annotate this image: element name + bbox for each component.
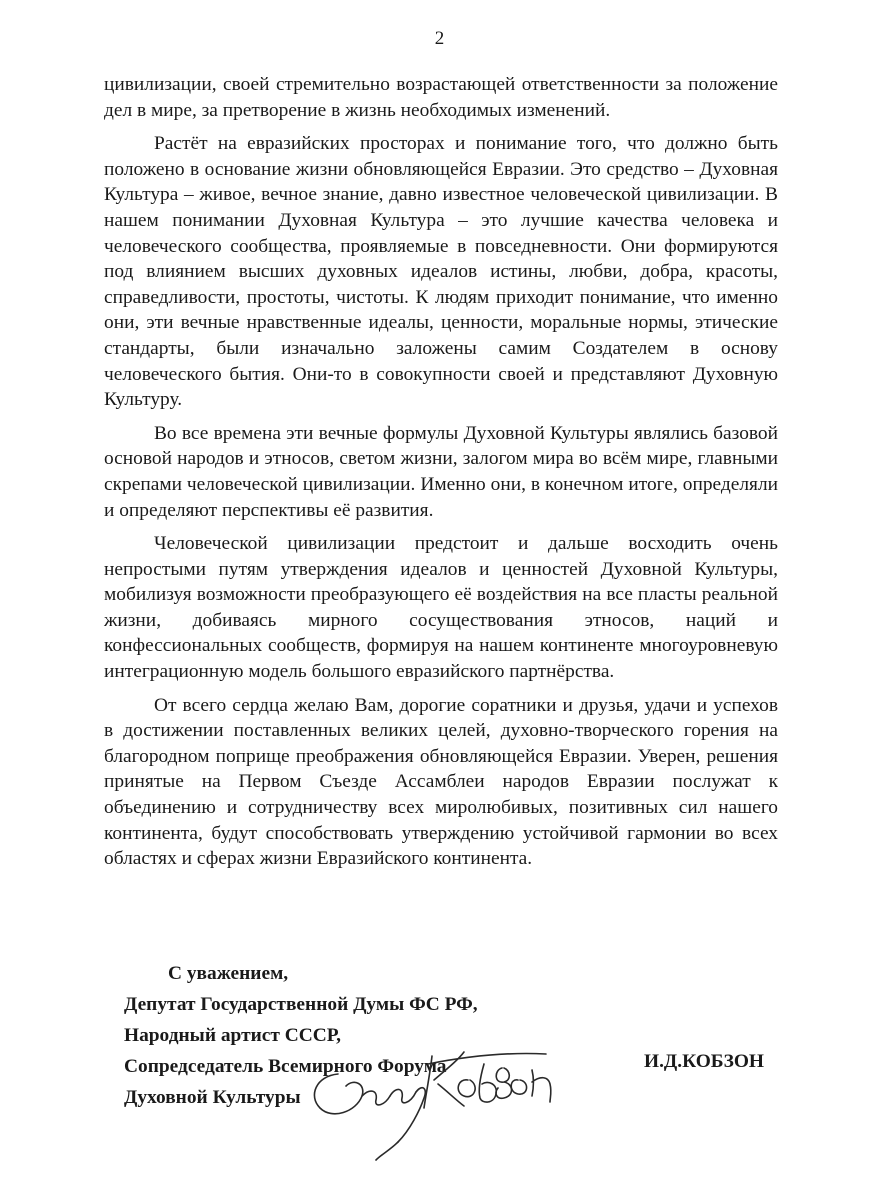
signer-name: И.Д.КОБЗОН (644, 1051, 764, 1072)
paragraph-continued: цивилизации, своей стремительно возрастающей ответственности за положение дел в мире, за претворение в жизнь необходимых изменений. (104, 74, 778, 121)
paragraph-wishes: От всего сердца желаю Вам, дорогие соратники и друзья, удачи и успехов в достижении поставленных великих целей, духовно-творческого горения на благородном поприще преображения обновляющейся Евразии. Уверен, решения принятые на Первом Съезде Ассамблеи народов Евразии послужат к объединению и сотрудничеству всех миролюбивых, позитивных сил нашего континента, будут способствовать утверждению устойчивой гармонии во всех областях и сферах жизни Евразийского континента. (104, 694, 778, 870)
signer-title-line: Народный артист СССР, (124, 1025, 342, 1046)
paragraph-civilization-future: Человеческой цивилизации предстоит и дальше восходить очень непростыми путям утверждения идеалов и ценностей Духовной Культуры, мобилизуя возможности преобразующего её воздействия на все пласты реальной жизни, добиваясь мирного сосуществования этносов, наций и конфессиональных сообществ, формируя на нашем континенте многоуровневую интеграционную модель большого евразийского партнёрства. (104, 533, 778, 683)
handwritten-signature (298, 1034, 558, 1164)
signer-title-line: Духовной Культуры (124, 1087, 301, 1108)
signer-title-line: Депутат Государственной Думы ФС РФ, (124, 994, 478, 1015)
closing-greeting: С уважением, (168, 963, 289, 984)
paragraph-eternal-formulas: Во все времена эти вечные формулы Духовной Культуры являлись базовой основой народов и этносов, светом жизни, залогом мира во всём мире, главными скрепами человеческой цивилизации. Именно они, в конечном итоге, определяли и определяют перспективы её развития. (104, 422, 778, 521)
page-number: 2 (434, 28, 445, 49)
paragraph-spiritual-culture: Растёт на евразийских просторах и понимание того, что должно быть положено в основание жизни обновляющейся Евразии. Это средство – Духовная Культура – живое, вечное знание, давно известное человеческой цивилизации. В нашем понимании Духовная Культура – это лучшие качества человека и человеческого сообщества, проявляемые в повседневности. Они формируются под влиянием высших духовных идеалов истины, любви, добра, красоты, справедливости, простоты, чистоты. К людям приходит понимание, что именно они, эти вечные нравственные идеалы, ценности, моральные нормы, этические стандарты, были изначально заложены самим Создателем в основу человеческого бытия. Они-то в совокупности своей и представляют Духовную Культуру. (104, 133, 778, 411)
letter-body (104, 72, 778, 874)
signer-title-line: Сопредседатель Всемирного Форума (124, 1056, 447, 1077)
